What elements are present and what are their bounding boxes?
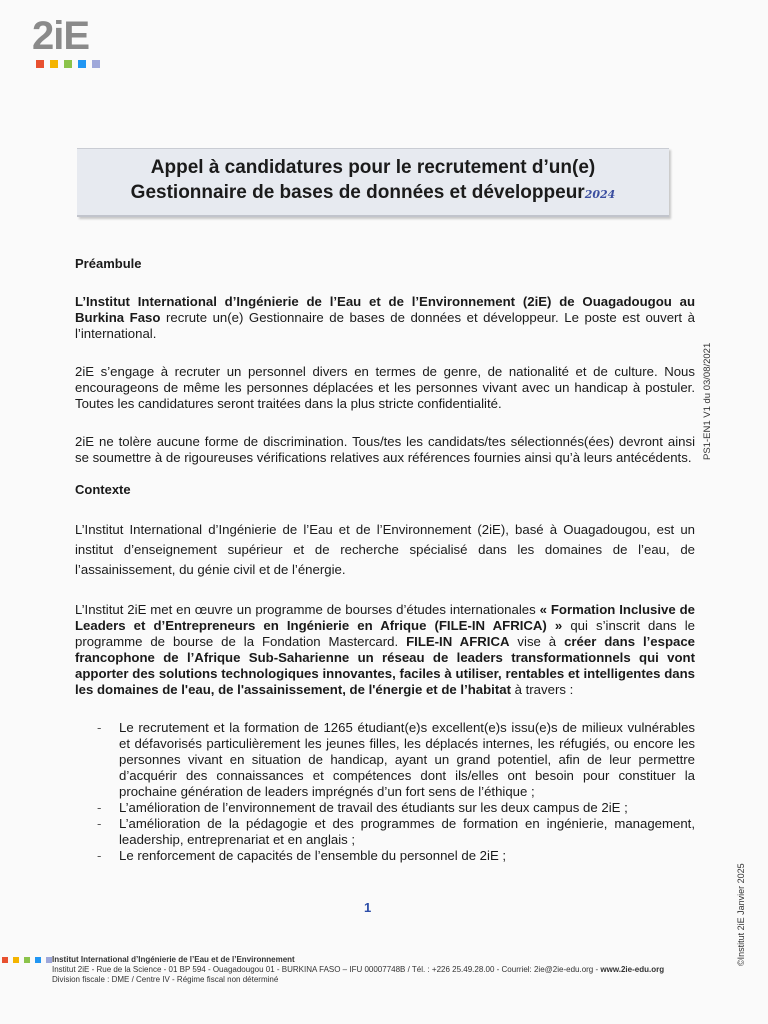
document-code-text: PS1-EN1 V1 du 03/08/2021 [702, 342, 713, 460]
list-item [75, 848, 695, 864]
list-item [75, 816, 695, 848]
document-code-vertical [700, 314, 718, 464]
footer-square-red [2, 957, 8, 963]
footer-square-blue [35, 957, 41, 963]
copyright-text: ©Institut 2iE Janvier 2025 [736, 863, 746, 966]
contexte-p2-g: à travers : [510, 682, 574, 697]
logo-text: 2iE [32, 14, 90, 58]
contexte-p2-c: qui s’inscrit dans le programme de bourse de la Fondation Mastercard. [75, 618, 695, 649]
preambule-paragraph-1 [75, 294, 695, 342]
list-item-text: Le renforcement de capacités de l’ensemble du personnel de 2iE ; [119, 848, 507, 863]
title-line-1: Appel à candidatures pour le recrutement d’un(e) [150, 157, 596, 178]
footer-text [52, 955, 762, 985]
handwritten-annotation: 2024 [584, 188, 616, 201]
copyright-vertical [736, 844, 752, 970]
footer-address [52, 965, 762, 975]
contexte-paragraph-2 [75, 602, 695, 698]
contexte-p2-file-in-africa: FILE-IN AFRICA [406, 634, 510, 649]
list-item [75, 720, 695, 800]
logo-square-yellow [50, 60, 58, 68]
list-item-text: L’amélioration de l’environnement de travail des étudiants sur les deux campus de 2iE ; [119, 800, 628, 815]
footer-color-squares [2, 957, 52, 963]
title-box [77, 148, 669, 217]
logo-color-squares [36, 60, 100, 68]
footer-institution-name: Institut International d’Ingénierie de l’Eau et de l’Environnement [52, 955, 295, 964]
list-item-text: Le recrutement et la formation de 1265 étudiant(e)s excellent(e)s issu(e)s de milieux vulnérables et défavorisés particulièrement les jeunes filles, les déplacés internes, les réfugiés, ou encore les personnes vivant en situation de handicap, ayant un grand potentiel, afin de leur permettre d’acquérir des connaissances et compétences dont ils/elles ont besoin pour constituer la prochaine génération de leaders imprégnés d’un fort sens de l’éthique ; [119, 720, 695, 799]
footer-website-link[interactable]: www.2ie-edu.org [600, 965, 665, 974]
section-heading-preambule: Préambule [75, 256, 142, 271]
footer-fiscal: Division fiscale : DME / Centre IV - Régime fiscal non déterminé [52, 975, 279, 984]
footer-square-green [24, 957, 30, 963]
logo-square-lavender [92, 60, 100, 68]
contexte-bullet-list [75, 720, 695, 864]
preambule-p1-rest: recrute un(e) Gestionnaire de bases de données et développeur. Le poste est ouvert à l’international. [75, 310, 695, 341]
preambule-p1-bold: L’Institut International d’Ingénierie de l’Eau et de l’Environnement (2iE) de Ouagadougou au Burkina Faso [75, 294, 695, 325]
logo-square-blue [78, 60, 86, 68]
bullet-dash: - [97, 720, 102, 735]
contexte-paragraph-1: L’Institut International d’Ingénierie de l’Eau et de l’Environnement (2iE), basé à Ouagadougou, est un institut d’enseignement supérieur et de recherche spécialisé dans les domaines de l’eau, de l’assainissement, du génie civil et de l’énergie. [75, 522, 695, 577]
document-body [75, 256, 695, 864]
logo-square-green [64, 60, 72, 68]
bullet-dash: - [97, 848, 102, 863]
page-number: 1 [364, 900, 372, 915]
contexte-p2-mission: créer dans l’espace francophone de l’Afrique Sub-Saharienne un réseau de leaders transformationnels qui vont apporter des solutions technologiques innovantes, faciles à utiliser, rentables et intelligentes dans les domaines de l'eau, de l'assainissement, de l'énergie et de l’habitat [75, 634, 696, 697]
preambule-paragraph-3: 2iE ne tolère aucune forme de discrimination. Tous/tes les candidats/tes sélectionnés(ées) devront ainsi se soumettre à de rigoureuses vérifications relatives aux références fournies ainsi qu’à leurs antécédents. [75, 434, 695, 465]
logo-square-red [36, 60, 44, 68]
bullet-dash: - [97, 816, 102, 831]
contexte-p2-e: vise à [509, 634, 565, 649]
list-item-text: L’amélioration de la pédagogie et des programmes de formation en ingénierie, management, leadership, entreprenariat et en anglais ; [119, 816, 695, 847]
preambule-paragraph-2: 2iE s’engage à recruter un personnel divers en termes de genre, de nationalité et de culture. Nous encourageons de même les personnes déplacées et les personnes vivant avec un handicap à postuler. Toutes les candidatures seront traitées dans la plus stricte confidentialité. [75, 364, 695, 411]
logo [32, 14, 100, 68]
contexte-p2-a: L’Institut 2iE met en œuvre un programme de bourses d’études internationales [75, 602, 540, 617]
footer-address-text: Institut 2iE - Rue de la Science - 01 BP 594 - Ouagadougou 01 - BURKINA FASO – IFU 00007748B / Tél. : +226 25.49.28.00 - Courriel: 2ie@2ie-edu.org - [52, 965, 601, 974]
bullet-dash: - [97, 800, 102, 815]
list-item [75, 800, 695, 816]
footer-square-yellow [13, 957, 19, 963]
section-heading-contexte: Contexte [75, 482, 131, 497]
title-line-2-text: Gestionnaire de bases de données et développeur [130, 182, 585, 203]
contexte-p2-program-name: « Formation Inclusive de Leaders et d’Entrepreneurs en Ingénierie en Afrique (FILE-IN AFRICA) » [75, 602, 695, 633]
title-line-2 [77, 180, 669, 207]
